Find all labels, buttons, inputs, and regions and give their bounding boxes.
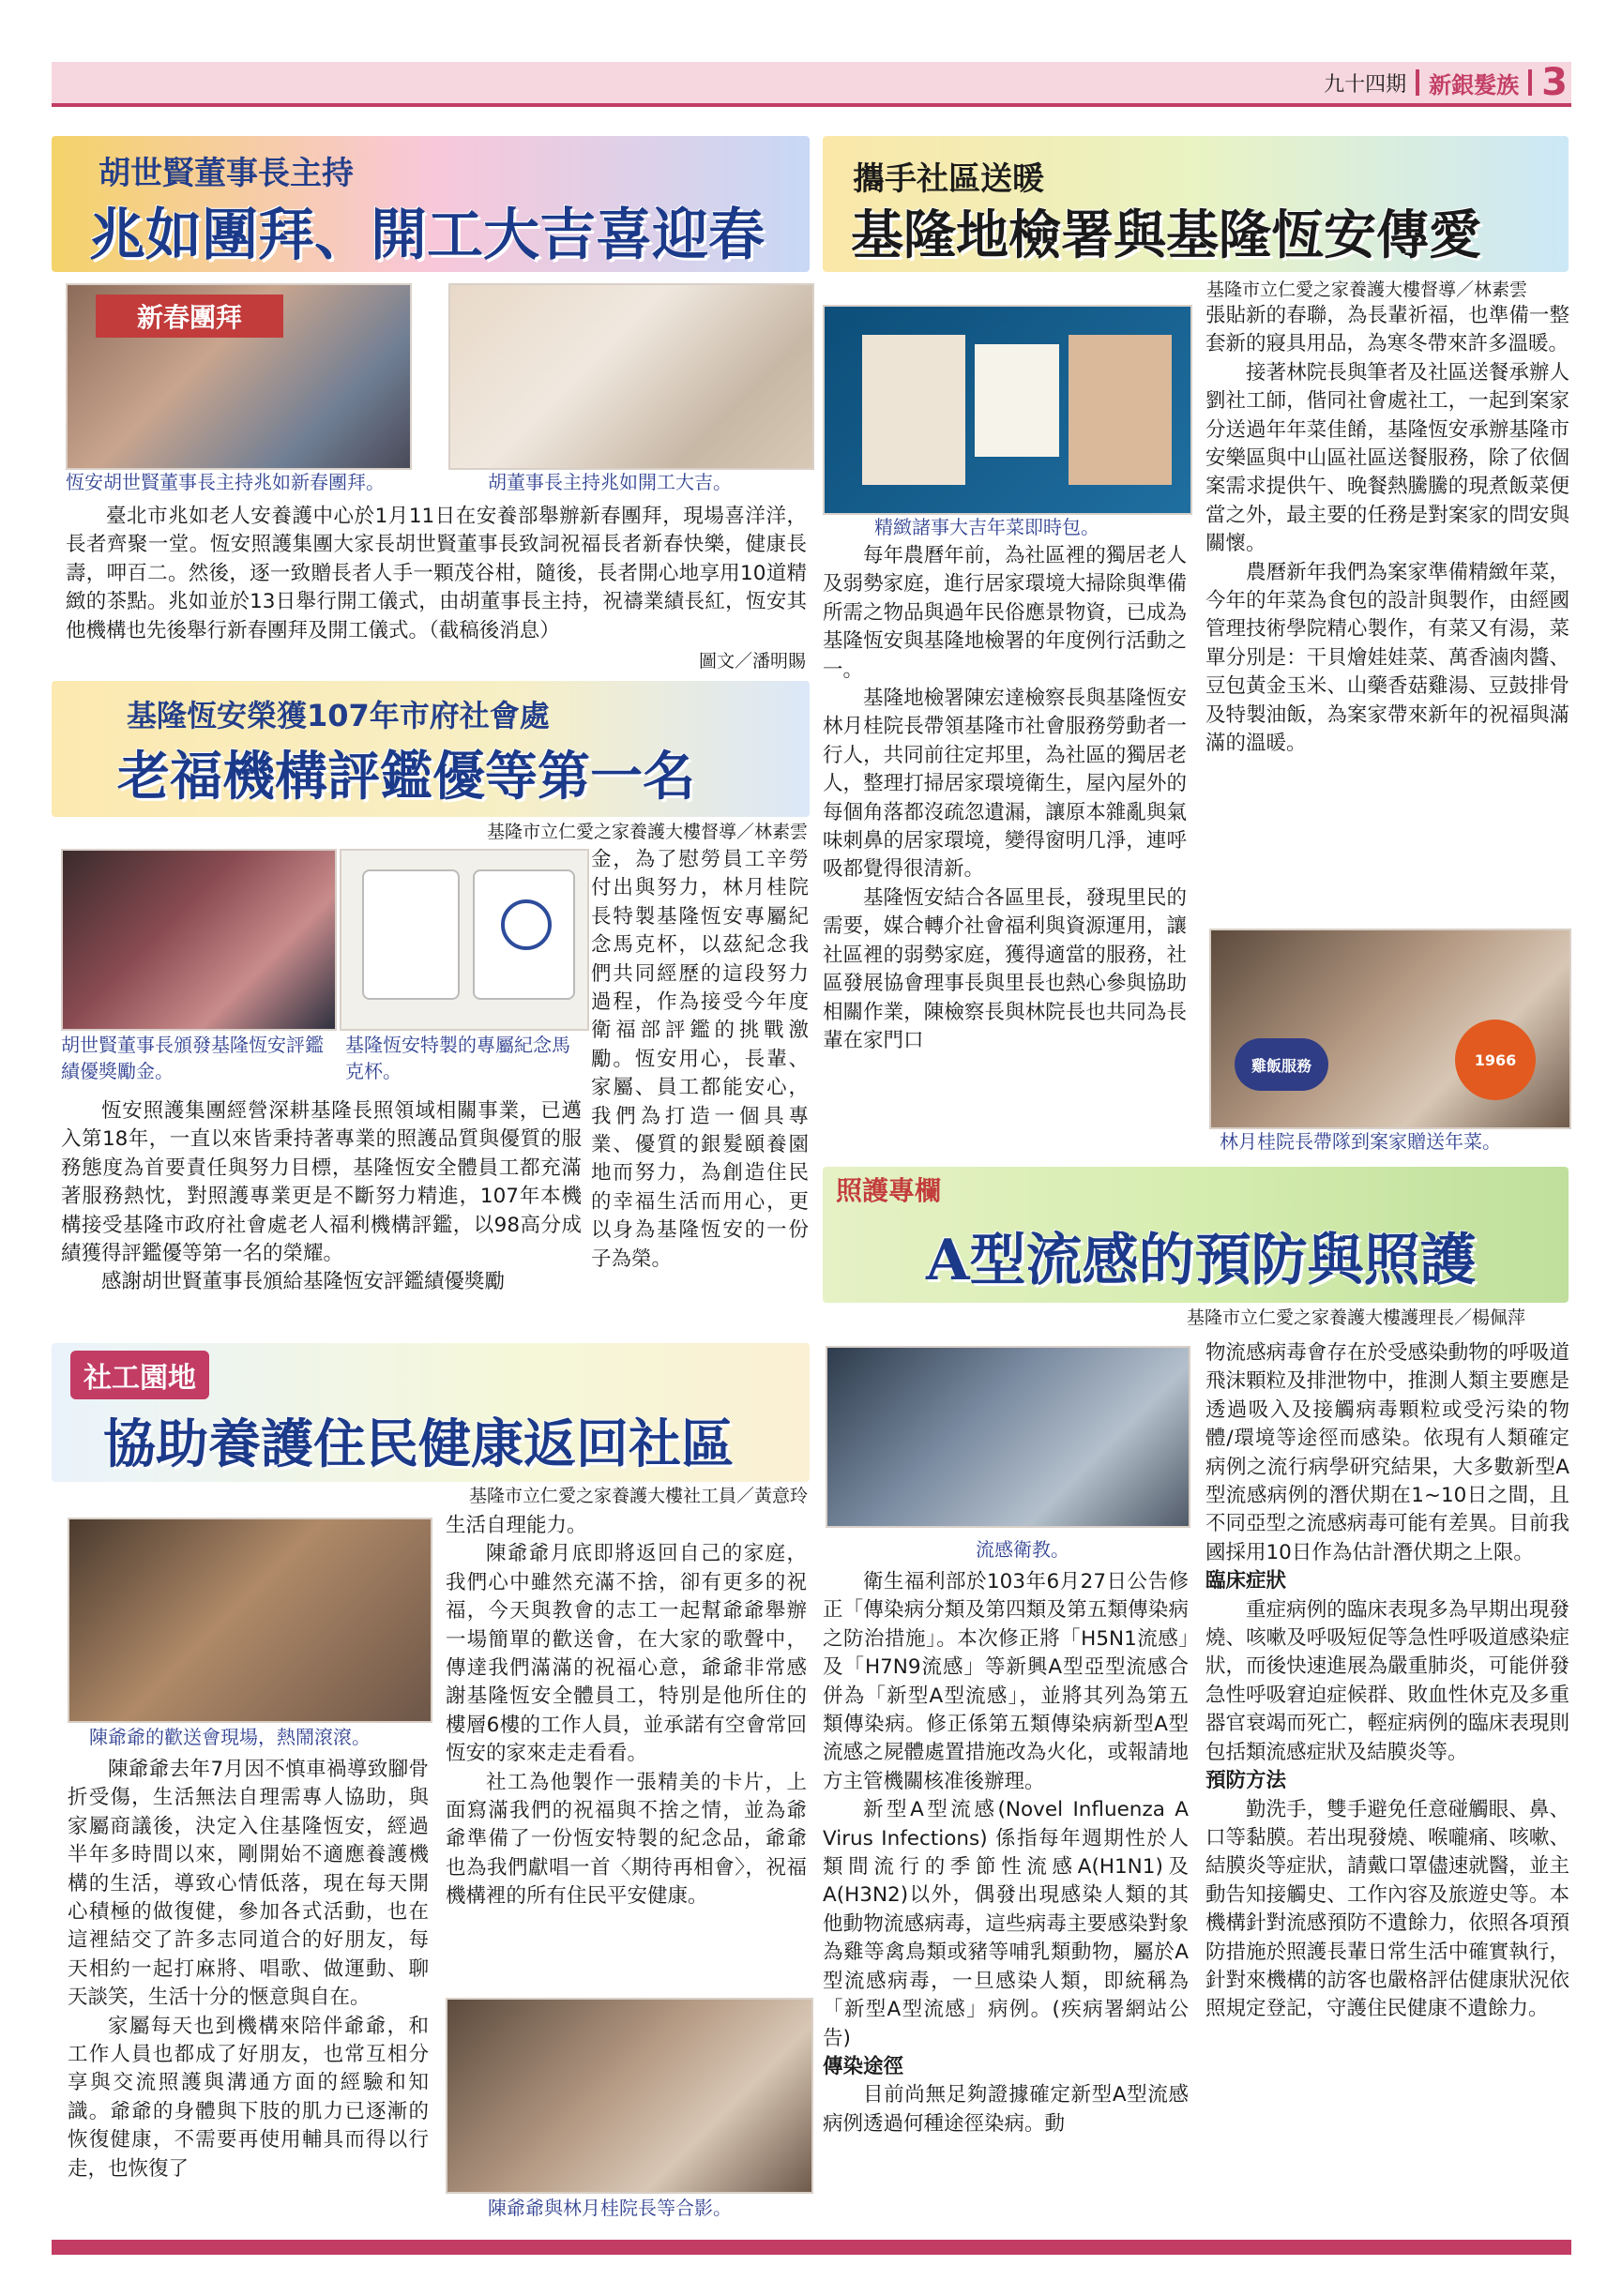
article4-tag: 社工園地 — [70, 1351, 209, 1399]
article3-paragraph: 基隆恆安結合各區里長，發現里民的需要，媒合轉介社會福利與資源運用，讓社區裡的弱勢家庭，獲得適當的服務，社區發展協會理事長與里長也熱心參與協助相關作業，陳檢察長與林院長也共同為長輩在家門口 — [823, 885, 1187, 1052]
article1-subtitle: 胡世賢董事長主持 — [99, 155, 354, 192]
article1-photo-1 — [66, 283, 412, 470]
sign-right-icon: 1966 — [1455, 1020, 1536, 1100]
article1-title: 兆如團拜、開工大吉喜迎春 — [89, 203, 765, 268]
article1-banner — [52, 136, 810, 272]
article5-paragraph: 目前尚無足夠證據確定新型A型流感病例透過何種途徑染病。動 — [823, 2083, 1189, 2136]
article4-photo-2 — [446, 1998, 813, 2194]
article3-caption-2: 林月桂院長帶隊到案家贈送年菜。 — [1220, 1130, 1501, 1153]
issue-number: 九十四期 — [1324, 72, 1407, 97]
page-header — [1324, 62, 1568, 103]
article5-paragraph: 物流感病毒會存在於受感染動物的呼吸道飛沫顆粒及排泄物中，推測人類主要應是透過吸入及接觸病毒顆粒或受污染的物體/環境等途徑而感染。依現有人類確定病例之流行病學研究結果，大多數新型A型流感病例的潛伏期在1~10日之間，且不同亞型之流感病毒可能有差異。目前我國採用10日作為估計潛伏期之上限。 — [1205, 1341, 1569, 1564]
article1-paragraph: 臺北市兆如老人安養護中心於1月11日在安養部舉辦新春團拜，現場喜洋洋，長者齊聚一堂。恆安照護集團大家長胡世賢董事長致詞祝福長者新春快樂，健康長壽，呷百二。然後，逐一致贈長者人手一顆茂谷柑，隨後，長者開心地享用10道精緻的茶點。兆如並於13日舉行開工儀式，由胡董事長主持，祝禱業績長紅，恆安其他機構也先後舉行新春團拜及開工儀式。（截稿後消息） — [66, 505, 807, 642]
section-heading-prevention: 預防方法 — [1205, 1769, 1287, 1793]
article2-photo-2 — [340, 849, 589, 1031]
article5-paragraph: 衛生福利部於103年6月27日公告修正「傳染病分類及第四類及第五類傳染病之防治措施」。本次修正將「H5N1流感」及「H7N9流感」等新興A型亞型流感合併為「新型A型流感」，並將其列為第五類傳染病。修正係第五類傳染病新型A型流感之屍體處置措施改為火化，或報請地方主管機關核准後辦理。 — [823, 1570, 1189, 1793]
header-divider — [1416, 69, 1419, 96]
article5-paragraph: 勤洗手，雙手避免任意碰觸眼、鼻、口等黏膜。若出現發燒、喉嚨痛、咳嗽、結膜炎等症狀，請戴口罩儘速就醫，並主動告知接觸史、工作內容及旅遊史等。本機構針對流感預防不遺餘力，依照各項預防措施於照護長輩日常生活中確實執行，針對來機構的訪客也嚴格評估健康狀況依照規定登記，守護住民健康不遺餘力。 — [1205, 1797, 1569, 2021]
header-divider — [1528, 69, 1532, 96]
article4-right-column — [446, 1512, 807, 1911]
package-icon — [975, 344, 1059, 457]
article5-caption: 流感衛教。 — [976, 1538, 1069, 1561]
article4-paragraph: 陳爺爺去年7月因不慎車禍導致腳骨折受傷，生活無法自理需專人協助，與家屬商議後，決定入住基隆恆安，經過半年多時間以來，剛開始不適應養護機構的生活，導致心情低落，現在每天開心積極的做復健，參加各式活動，也在這裡結交了許多志同道合的好朋友，每天相約一起打麻將、唱歌、做運動、聊天談笑，生活十分的愜意與自在。 — [68, 1758, 429, 2010]
article3-photo-2 — [1209, 929, 1571, 1129]
article4-paragraph: 生活自理能力。 — [446, 1514, 587, 1537]
article2-caption-2: 基隆恆安特製的專屬紀念馬克杯。 — [345, 1034, 570, 1082]
bag-icon — [862, 335, 965, 485]
article5-paragraph: 重症病例的臨床表現多為早期出現發燒、咳嗽及呼吸短促等急性呼吸道感染症狀，而後快速進展為嚴重肺炎，可能併發急性呼吸窘迫症候群、敗血性休克及多重器官衰竭而死亡，輕症病例的臨床表現則包括類流感症狀及結膜炎等。 — [1205, 1597, 1569, 1764]
sign-left-icon: 雞飯服務 — [1235, 1038, 1328, 1091]
mug-left-icon — [362, 869, 460, 1000]
article3-paragraph: 接著林院長與筆者及社區送餐承辦人劉社工師，偕同社會處社工，一起到案家分送過年年菜佳餚，基隆恆安承辦基隆市安樂區與中山區社區送餐服務，除了依個案需求提供午、晚餐熱騰騰的現煮飯菜便當之外，最主要的任務是對案家的問安與關懷。 — [1205, 360, 1569, 556]
article4-paragraph: 陳爺爺月底即將返回自己的家庭，我們心中雖然充滿不捨，卻有更多的祝福，今天與教會的志工一起幫爺爺舉辦一場簡單的歡送會，在大家的歌聲中，傳達我們滿滿的祝福心意，爺爺非常感謝基隆恆安全體員工，特別是他所住的樓層6樓的工作人員，並承諾有空會常回恆安的家來走走看看。 — [446, 1542, 807, 1766]
article1-caption-2: 胡董事長主持兆如開工大吉。 — [488, 471, 732, 493]
article2-title: 老福機構評鑑優等第一名 — [117, 746, 695, 808]
article3-paragraph: 農曆新年我們為案家準備精緻年菜，今年的年菜為食包的設計與製作，由經國管理技術學院精心製作，有菜又有湯，菜單分別是：干貝燴娃娃菜、萬香滷肉醬、豆包黃金玉米、山藥香菇雞湯、豆鼓排骨及特製油飯，為案家帶來新年的祝福與滿滿的溫暖。 — [1205, 560, 1569, 756]
article4-byline: 基隆市立仁愛之家養護大樓社工員／黃意玲 — [468, 1486, 808, 1506]
article2-right-column — [591, 846, 809, 1274]
article4-banner — [52, 1343, 810, 1482]
article3-right-column — [1205, 302, 1569, 759]
section-heading-transmission: 傳染途徑 — [823, 2054, 904, 2078]
article5-title: A型流感的預防與照護 — [926, 1228, 1477, 1293]
article5-left-column — [823, 1568, 1189, 2138]
article3-caption-1: 精緻諸事大吉年菜即時包。 — [874, 516, 1099, 538]
logo-icon — [501, 899, 552, 950]
newsletter-name: 新銀髮族 — [1429, 70, 1520, 98]
bag-icon — [1069, 335, 1172, 485]
article2-byline: 基隆市立仁愛之家養護大樓督導／林素雲 — [486, 822, 808, 842]
article2-paragraph: 感謝胡世賢董事長頒給基隆恆安評鑑績優獎勵 — [101, 1270, 506, 1294]
article2-subtitle: 基隆恆安榮獲107年市府社會處 — [127, 698, 550, 733]
article4-left-column — [68, 1756, 429, 2183]
article2-photo-1 — [61, 849, 337, 1031]
article5-tag: 照護專欄 — [836, 1175, 942, 1206]
article4-paragraph: 社工為他製作一張精美的卡片，上面寫滿我們的祝福與不捨之情，並為爺爺準備了一份恆安特製的紀念品，爺爺也為我們獻唱一首〈期待再相會〉，祝福機構裡的所有住民平安健康。 — [446, 1770, 807, 1909]
article3-paragraph: 每年農曆年前，為社區裡的獨居老人及弱勢家庭，進行居家環境大掃除與準備所需之物品與過年民俗應景物資，已成為基隆恆安與基隆地檢署的年度例行活動之一。 — [823, 544, 1187, 682]
article3-left-column — [823, 542, 1187, 1055]
banner-sign-icon: 新春團拜 — [96, 295, 283, 338]
article2-right-text: 金，為了慰勞員工辛勞付出與努力，林月桂院長特製基隆恆安專屬紀念馬克杯，以茲紀念我們共同經歷的這段努力過程，作為接受今年度衛福部評鑑的挑戰激勵。恆安用心，長輩、家屬、員工都能安心，我們為打造一個具專業、優質的銀髮頤養園地而努力，為創造住民的幸福生活而用心，更以身為基隆恆安的一份子為榮。 — [591, 848, 809, 1271]
article2-caption-1: 胡世賢董事長頒發基隆恆安評鑑績優獎勵金。 — [61, 1034, 324, 1082]
section-heading-clinical: 臨床症狀 — [1205, 1569, 1287, 1594]
article2-body — [61, 1097, 582, 1297]
article4-title: 協助養護住民健康返回社區 — [103, 1413, 734, 1475]
article2-paragraph: 恆安照護集團經營深耕基隆長照領域相關事業，已邁入第18年，一直以來皆秉持著專業的照護品質與優質的服務態度為首要責任與努力目標，基隆恆安全體員工都充滿著服務熱忱，對照護專業更是不斷努力精進，107年本機構接受基隆市政府社會處老人福利機構評鑑，以98高分成績獲得評鑑優等第一名的榮耀。 — [61, 1099, 582, 1266]
article4-caption-1: 陳爺爺的歡送會現場，熱鬧滾滾。 — [89, 1726, 371, 1748]
article3-subtitle: 攜手社區送暖 — [853, 160, 1044, 198]
footer-bar — [52, 2240, 1571, 2255]
article4-photo-1 — [68, 1518, 432, 1723]
article4-caption-2: 陳爺爺與林月桂院長等合影。 — [488, 2197, 732, 2219]
page-number: 3 — [1541, 61, 1568, 104]
article1-credit: 圖文／潘明賜 — [698, 651, 806, 672]
article3-photo-1 — [823, 305, 1192, 515]
article5-paragraph: 新型A型流感(Novel Influenza A Virus Infections) 係指每年週期性於人類間流行的季節性流感A(H1N1)及A(H3N2)以外，偶發出現感染人類的其他動物流感病毒，這些病毒主要感染對象為雞等禽鳥類或豬等哺乳類動物，屬於A型流感病毒，一旦感染人類，即統稱為「新型A型流感」病例。(疾病署網站公告) — [823, 1798, 1189, 2050]
article5-photo — [826, 1346, 1190, 1528]
article5-banner — [823, 1167, 1569, 1303]
article3-paragraph: 張貼新的春聯，為長輩祈福，也準備一整套新的寢具用品，為寒冬帶來許多溫暖。 — [1205, 304, 1569, 356]
mug-right-icon — [473, 869, 575, 1000]
article1-photo-2 — [448, 283, 814, 470]
article1-body — [66, 503, 807, 645]
article4-paragraph: 家屬每天也到機構來陪伴爺爺，和工作人員也都成了好朋友，也常互相分享與交流照護與溝通方面的經驗和知識。爺爺的身體與下肢的肌力已逐漸的恢復健康，不需要再使用輔具而得以行走，也恢復了 — [68, 2014, 429, 2181]
article3-byline: 基隆市立仁愛之家養護大樓督導／林素雲 — [1206, 279, 1528, 300]
article3-title: 基隆地檢署與基隆恆安傳愛 — [851, 204, 1481, 266]
article1-caption-1: 恆安胡世賢董事長主持兆如新春團拜。 — [66, 471, 385, 493]
article2-banner — [52, 681, 810, 817]
article5-byline: 基隆市立仁愛之家養護大樓護理長／楊佩萍 — [1187, 1307, 1526, 1328]
article3-banner — [823, 136, 1569, 272]
article3-paragraph: 基隆地檢署陳宏達檢察長與基隆恆安林月桂院長帶領基隆市社會服務勞動者一行人，共同前往定邦里，為社區的獨居老人，整理打掃居家環境衛生，屋內屋外的每個角落都沒疏忽遺漏，讓原本雜亂與氣味刺鼻的居家環境，變得窗明几淨，連呼吸都覺得很清新。 — [823, 687, 1187, 882]
article5-right-column — [1205, 1339, 1569, 2024]
